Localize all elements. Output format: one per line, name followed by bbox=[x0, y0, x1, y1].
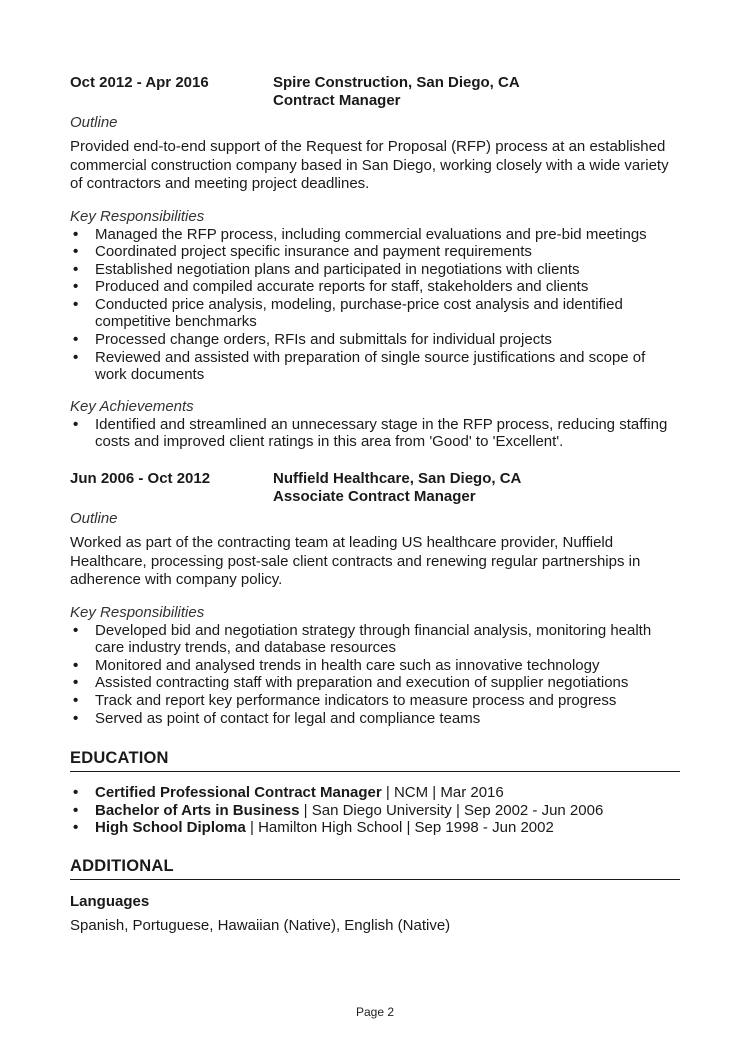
list-item bbox=[70, 802, 680, 820]
additional-section bbox=[70, 856, 680, 936]
job-header bbox=[70, 470, 680, 506]
list-item: • Produced and compiled accurate reports for staff, stakeholders and clients bbox=[73, 278, 589, 296]
bullet-icon: • bbox=[73, 709, 79, 727]
list-item: • Track and report key performance indicators to measure process and progress bbox=[73, 691, 617, 709]
section-title-education: EDUCATION bbox=[70, 748, 680, 772]
bullet-icon: • bbox=[73, 278, 79, 296]
outline-text: Provided end-to-end support of the Request for Proposal (RFP) process at an established commercial construction company based in San Diego, working closely with a wide variety of contractors and meeting project deadlines. bbox=[70, 138, 669, 192]
list-item: • Served as point of contact for legal and compliance teams bbox=[73, 709, 481, 727]
list-item: • Reviewed and assisted with preparation of single source justifications and scope of work documents bbox=[73, 348, 646, 384]
achievements-label: Key Achievements bbox=[70, 397, 194, 415]
list-item bbox=[70, 819, 680, 837]
responsibilities-label: Key Responsibilities bbox=[70, 603, 205, 621]
bullet-icon: • bbox=[73, 225, 79, 243]
page-number: Page 2 bbox=[355, 1005, 395, 1019]
bullet-icon: • bbox=[73, 621, 79, 639]
list-item: • Processed change orders, RFIs and submittals for individual projects bbox=[73, 331, 552, 349]
job-company: Nuffield Healthcare, San Diego, CA bbox=[273, 470, 522, 488]
education-degree: Bachelor of Arts in Business bbox=[95, 801, 300, 819]
education-degree: Certified Professional Contract Manager bbox=[95, 784, 382, 802]
languages-label: Languages bbox=[70, 892, 150, 910]
job-entry bbox=[70, 74, 680, 451]
list-item: • Assisted contracting staff with preparation and execution of supplier negotiations bbox=[73, 674, 629, 692]
list-item bbox=[70, 784, 680, 802]
responsibilities-list bbox=[70, 226, 680, 384]
outline-text: Worked as part of the contracting team at leading US healthcare provider, Nuffield Healthcare, processing post-sale client contracts and renewing regular partnerships in adherence with company policy. bbox=[70, 534, 641, 589]
bullet-icon: • bbox=[73, 819, 79, 837]
bullet-icon: • bbox=[73, 331, 79, 349]
education-list bbox=[70, 784, 680, 837]
job-dates: Oct 2012 - Apr 2016 bbox=[70, 74, 209, 91]
education-degree: High School Diploma bbox=[95, 819, 246, 837]
bullet-icon: • bbox=[73, 348, 79, 366]
job-role: Contract Manager bbox=[273, 92, 401, 109]
job-role: Associate Contract Manager bbox=[273, 488, 476, 506]
bullet-icon: • bbox=[73, 656, 79, 674]
section-title-additional: ADDITIONAL bbox=[70, 856, 680, 880]
education-detail: | San Diego University | Sep 2002 - Jun 2006 bbox=[299, 801, 604, 819]
resume-page bbox=[70, 74, 680, 935]
education-detail: | NCM | Mar 2016 bbox=[381, 784, 504, 802]
bullet-icon: • bbox=[73, 784, 79, 802]
education-section bbox=[70, 748, 680, 837]
bullet-icon: • bbox=[73, 674, 79, 692]
bullet-icon: • bbox=[73, 801, 79, 819]
responsibilities-list bbox=[70, 622, 680, 728]
bullet-icon: • bbox=[73, 415, 79, 433]
job-title-block bbox=[273, 74, 520, 110]
list-item: • Managed the RFP process, including commercial evaluations and pre-bid meetings bbox=[73, 225, 647, 243]
job-title-block bbox=[273, 470, 521, 506]
list-item: • Identified and streamlined an unnecessary stage in the RFP process, reducing staffing costs and improved client ratings in this area from 'Good' to 'Excellent'. bbox=[73, 415, 668, 451]
outline-label: Outline bbox=[70, 114, 118, 131]
outline-label: Outline bbox=[70, 510, 118, 528]
job-entry bbox=[70, 470, 680, 727]
languages-text: Spanish, Portuguese, Hawaiian (Native), English (Native) bbox=[70, 916, 451, 934]
list-item: • Coordinated project specific insurance and payment requirements bbox=[73, 243, 532, 261]
job-header bbox=[70, 74, 680, 110]
list-item: • Developed bid and negotiation strategy through financial analysis, monitoring health care industry trends, and database resources bbox=[73, 621, 652, 657]
responsibilities-label: Key Responsibilities bbox=[70, 207, 205, 225]
list-item: • Established negotiation plans and participated in negotiations with clients bbox=[73, 260, 580, 278]
bullet-icon: • bbox=[73, 691, 79, 709]
bullet-icon: • bbox=[73, 295, 79, 313]
bullet-icon: • bbox=[73, 243, 79, 261]
list-item: • Monitored and analysed trends in health care such as innovative technology bbox=[73, 656, 600, 674]
education-detail: | Hamilton High School | Sep 1998 - Jun 2002 bbox=[245, 819, 554, 837]
job-dates: Jun 2006 - Oct 2012 bbox=[70, 470, 211, 488]
job-company: Spire Construction, San Diego, CA bbox=[273, 74, 520, 91]
bullet-icon: • bbox=[73, 260, 79, 278]
achievements-list bbox=[70, 416, 680, 451]
list-item: • Conducted price analysis, modeling, purchase-price cost analysis and identified competitive benchmarks bbox=[73, 295, 623, 331]
